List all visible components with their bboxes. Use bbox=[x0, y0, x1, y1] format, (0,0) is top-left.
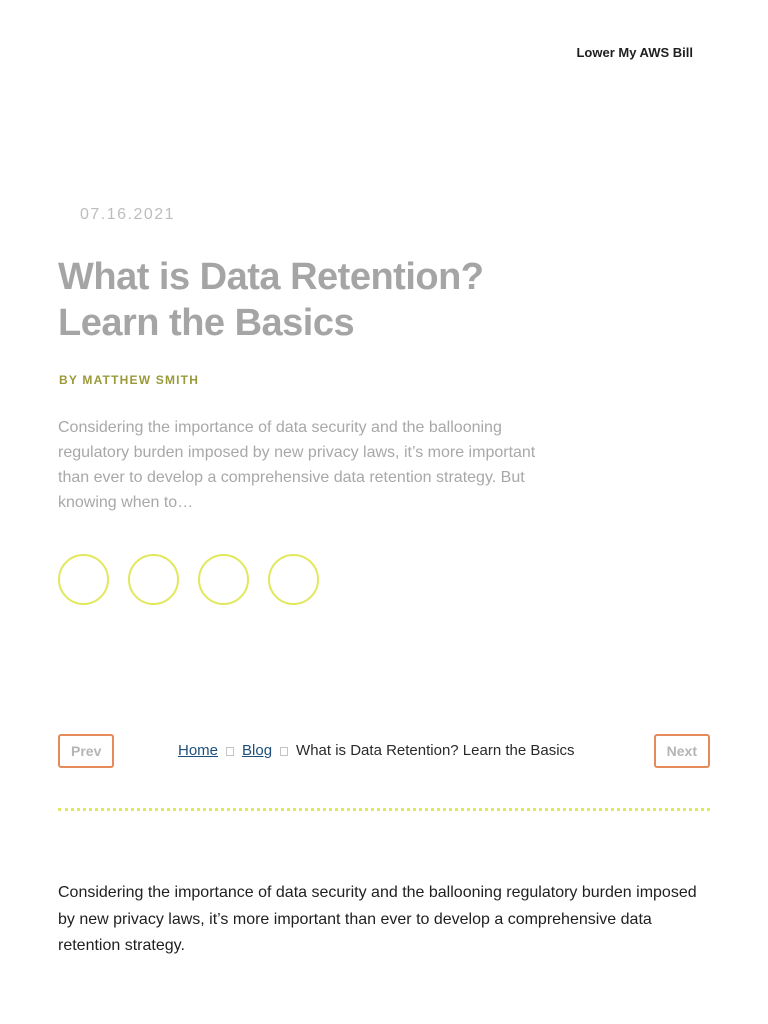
share-buttons bbox=[58, 554, 319, 605]
post-navigation bbox=[58, 734, 710, 768]
breadcrumb bbox=[178, 742, 575, 759]
article-body-paragraph: Considering the importance of data security and the ballooning regulatory burden imposed by new privacy laws, it’s more important than ever to develop a comprehensive data retention strategy. bbox=[58, 884, 697, 954]
share-button-1[interactable] bbox=[58, 554, 109, 605]
post-date: 07.16.2021 bbox=[80, 206, 176, 223]
share-button-2[interactable] bbox=[128, 554, 179, 605]
share-button-4[interactable] bbox=[268, 554, 319, 605]
share-button-3[interactable] bbox=[198, 554, 249, 605]
breadcrumb-current: What is Data Retention? Learn the Basics bbox=[296, 742, 575, 759]
post-title: What is Data Retention? Learn the Basics bbox=[58, 256, 484, 344]
next-button[interactable]: Next bbox=[654, 734, 710, 768]
breadcrumb-separator-icon bbox=[226, 747, 234, 756]
dotted-divider bbox=[58, 808, 710, 811]
breadcrumb-blog-link[interactable]: Blog bbox=[242, 742, 273, 759]
breadcrumb-separator-icon bbox=[280, 747, 288, 756]
post-author: BY MATTHEW SMITH bbox=[59, 373, 200, 387]
prev-button[interactable]: Prev bbox=[58, 734, 114, 768]
breadcrumb-home-link[interactable]: Home bbox=[178, 742, 219, 759]
lower-aws-bill-link[interactable]: Lower My AWS Bill bbox=[576, 45, 693, 60]
post-excerpt: Considering the importance of data security and the ballooning regulatory burden imposed by new privacy laws, it’s more important than ever to develop a comprehensive data retention strategy. But knowing when to… bbox=[58, 419, 536, 511]
